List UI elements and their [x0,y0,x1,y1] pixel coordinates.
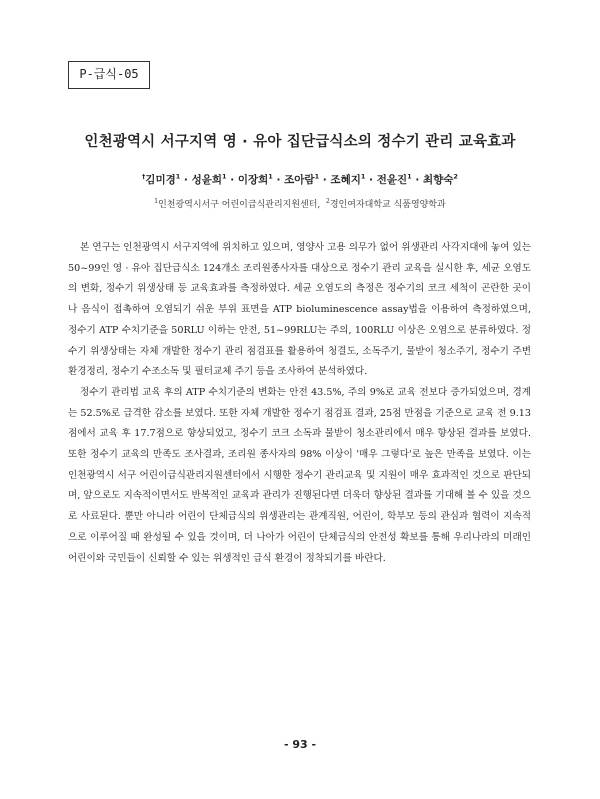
author-separator: · [180,174,192,186]
affiliations [40,197,560,210]
abstract-body [68,238,531,569]
author-affiliation-number: 1 [360,172,366,181]
paragraph: 본 연구는 인천광역시 서구지역에 위치하고 있으며, 영양사 고용 의무가 없어 위생관리 사각지대에 놓여 있는 50~99인 영 · 유아 집단급식소 124개소 조리원종사자를 대상으로 정수기 관리 교육을 실시한 후, 세균 오염도의 변화, 정수기 위생상태 등 교육효과를 측정하였다. 세균 오염도의 측정은 정수기의 코크 세척이 곤란한 곳이나 음식이 접촉하여 오염되기 쉬운 부위 표면을 ATP bioluminescence assay법을 이용하여 측정하였으며, 정수기 ATP 수치기준을 50RLU 이하는 안전, 51~99RLU는 주의, 100RLU 이상은 오염으로 분류하였다. 정수기 위생상태는 자체 개발한 정수기 관리 점검표를 활용하여 청결도, 소독주기, 물받이 청소주기, 정수기 주변 환경정리, 정수기 수조소독 및 필터교체 주기 등을 조사하여 분석하였다. [68,242,531,378]
author-affiliation-number: 2 [453,172,458,181]
paragraph: 정수기 관리법 교육 후의 ATP 수치기준의 변화는 안전 43.5%, 주의 9%로 교육 전보다 증가되었으며, 경계는 52.5%로 급격한 감소를 보였다. 또한 자체 개발한 정수기 점검표 결과, 25점 만점을 기준으로 교육 전 9.13점에서 교육 후 17.7점으로 향상되었고, 정수기 코크 소독과 물받이 청소관리에서 매우 향상된 결과를 보였다. 또한 정수기 교육의 만족도 조사결과, 조리원 종사자의 98% 이상이 '매우 그렇다'로 높은 만족을 보였다. 이는 인천광역시 서구 어린이급식관리지원센터에서 시행한 정수기 관리교육 및 지원이 매우 효과적인 것으로 판단되며, 앞으로도 지속적이면서도 반복적인 교육과 관리가 진행된다면 더욱더 향상된 결과를 기대해 볼 수 있을 것으로 사료된다. 뿐만 아니라 어린이 단체급식의 위생관리는 관계직원, 어린이, 학부모 등의 관심과 협력이 지속적으로 이루어질 때 완성될 수 있을 것이며, 더 나아가 어린이 단체급식의 안전성 확보를 통해 우리나라의 미래인 어린이와 국민들이 신뢰할 수 있는 위생적인 급식 환경이 정착되기를 바란다. [68,386,531,564]
author-name: 조아람 [284,174,315,186]
affiliation-number: 2 [326,198,330,205]
author-separator: · [411,174,423,186]
author-name: 전윤진 [376,174,408,186]
session-code-box [68,61,150,89]
author-separator: · [319,174,331,186]
paper-title: 인천광역시 서구지역 영 · 유아 집단급식소의 정수기 관리 교육효과 [84,134,516,150]
author-separator: · [365,174,377,186]
corresponding-mark: † [142,172,146,181]
author-affiliation-number: 1 [407,172,412,181]
author-affiliation-number: 1 [268,172,273,181]
author-affiliation-number: 1 [222,172,227,181]
author-name: 김미경 [145,174,176,186]
author-separator: · [272,174,285,186]
affiliation-text: 경인여자대학교 식품영양학과 [329,200,446,210]
author-name: 최향숙 [422,174,454,186]
affiliation-text: 인천광역시서구 어린이급식관리지원센터, [158,200,321,210]
author-affiliation-number: 1 [175,172,181,181]
author-name: 조혜지 [330,174,361,186]
session-code: P-급식-05 [79,67,139,81]
author-name: 이장희 [237,174,269,186]
page-number: - 93 - [283,738,317,751]
author-list [40,172,560,187]
affiliation-number: 1 [154,198,159,205]
author-name: 성윤희 [191,174,223,186]
author-affiliation-number: 1 [314,172,320,181]
author-separator: · [226,174,238,186]
